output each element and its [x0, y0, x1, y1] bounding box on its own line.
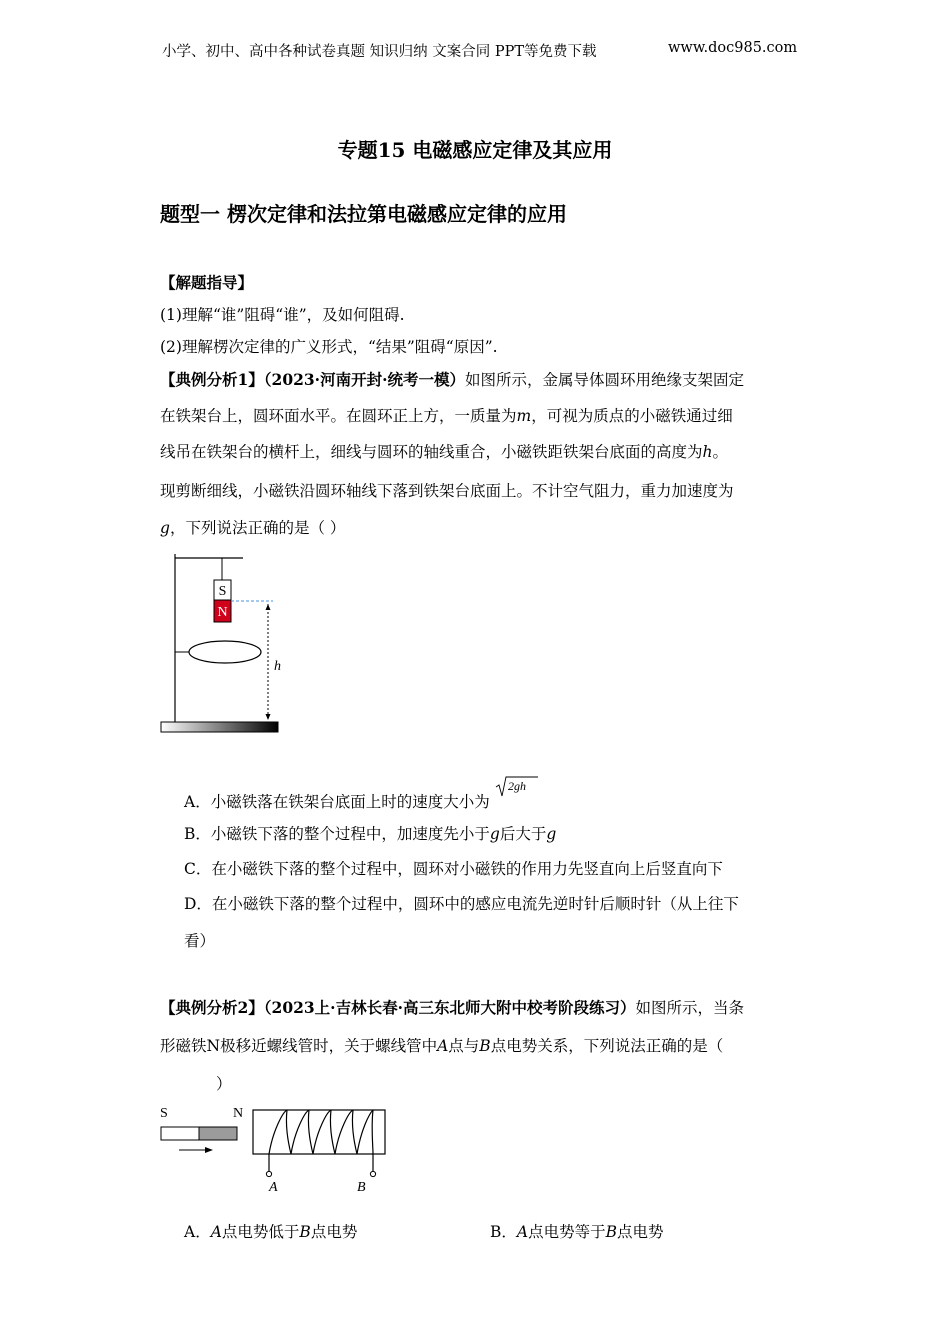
metal-ring [189, 641, 261, 663]
q2-source: （2023上·吉林长春·高三东北师大附中校考阶段练习） [263, 998, 636, 1017]
q1-text-3b: 。 [712, 443, 729, 461]
q2-option-b [490, 1220, 664, 1242]
q1-option-b-g2: g [546, 825, 557, 843]
bar-magnet-n-label: N [233, 1106, 244, 1121]
q2-option-b-var-b: B [605, 1223, 617, 1241]
q1-var-g: g [160, 519, 170, 537]
q1-figure [155, 548, 290, 738]
sqrt-expression: 2gh [507, 779, 526, 793]
arrow-up-icon [266, 604, 271, 610]
q1-text-5: ，下列说法正确的是（ ） [169, 519, 346, 537]
q1-option-b [184, 822, 556, 844]
q1-text-3: 线吊在铁架台的横杆上，细线与圆环的轴线重合，小磁铁距铁架台底面的高度为 [160, 443, 703, 461]
q2-text-2a: 形磁铁N极移近螺线管时，关于螺线管中 [160, 1037, 438, 1055]
q2-option-a [184, 1220, 357, 1242]
q1-text-2b: ，可视为质点的小磁铁通过细 [531, 407, 733, 425]
q1-option-b-text-2: 后大于 [499, 825, 547, 843]
q2-option-b-var-a: A [516, 1223, 529, 1241]
q1-option-a [184, 775, 539, 812]
q1-option-c: C．在小磁铁下落的整个过程中，圆环对小磁铁的作用力先竖直向上后竖直向下 [184, 860, 723, 878]
q1-label: 【典例分析1】 [160, 370, 264, 389]
terminal-b [370, 1171, 375, 1176]
header-site: www.doc985.com [668, 40, 798, 56]
q2-option-b-prefix: B． [490, 1223, 517, 1241]
magnet-n-label: N [217, 605, 228, 620]
q2-text-2b: 点与 [448, 1037, 480, 1055]
sqrt-icon [495, 775, 539, 799]
q2-option-b-post: 点电势 [617, 1223, 664, 1241]
magnet-s-label: S [218, 584, 227, 599]
bar-magnet-s-label: S [160, 1106, 168, 1121]
q2-var-a: A [437, 1037, 449, 1055]
q1-line-1 [160, 370, 744, 390]
arrow-right-icon [205, 1147, 213, 1153]
terminal-a-label: A [269, 1180, 278, 1195]
q1-source: （2023·河南开封·统考一模） [263, 370, 465, 389]
q1-option-d: D．在小磁铁下落的整个过程中，圆环中的感应电流先逆时针后顺时针（从上往下 [184, 895, 739, 913]
q2-text-2c: 点电势关系，下列说法正确的是（ [490, 1037, 724, 1055]
q2-var-b: B [479, 1037, 491, 1055]
q2-label: 【典例分析2】 [160, 998, 264, 1017]
q1-line-3 [160, 442, 728, 462]
bar-magnet-n [199, 1127, 237, 1140]
q2-option-b-mid: 点电势等于 [528, 1223, 606, 1241]
q2-option-a-post: 点电势 [310, 1223, 358, 1241]
q1-var-h: h [702, 443, 713, 461]
q1-line-2 [160, 406, 733, 426]
q2-option-a-var-a: A [210, 1223, 222, 1241]
q2-option-a-var-b: B [299, 1223, 311, 1241]
q1-line-5 [160, 518, 345, 538]
height-label: h [274, 659, 281, 674]
q2-line-2 [160, 1036, 723, 1056]
q2-figure [155, 1100, 395, 1195]
q1-option-b-text-1: B．小磁铁下落的整个过程中，加速度先小于 [184, 825, 490, 843]
q2-text-1: 如图所示，当条 [635, 999, 744, 1017]
q2-option-a-prefix: A． [184, 1223, 211, 1241]
q1-text-1: 如图所示，金属导体圆环用绝缘支架固定 [464, 371, 744, 389]
q1-line-4: 现剪断细线，小磁铁沿圆环轴线下落到铁架台底面上。不计空气阻力，重力加速度为 [160, 482, 734, 500]
arrow-down-icon [266, 714, 271, 720]
stand-base [161, 722, 278, 732]
guide-item-2: (2)理解楞次定律的广义形式，“结果”阻碍“原因”. [160, 338, 498, 356]
bar-magnet-s [161, 1127, 199, 1140]
q2-line-3: ） [216, 1075, 232, 1093]
q1-option-b-g1: g [489, 825, 500, 843]
page-title: 专题15 电磁感应定律及其应用 [337, 138, 613, 162]
q1-var-m: m [516, 407, 532, 425]
guide-heading: 【解题指导】 [160, 273, 254, 292]
q1-option-d-cont: 看） [184, 932, 216, 950]
terminal-a [266, 1171, 271, 1176]
q2-line-1 [160, 998, 744, 1018]
header-text: 小学、初中、高中各种试卷真题 知识归纳 文案合同 PPT等免费下载 [162, 44, 597, 60]
guide-item-1: (1)理解“谁”阻碍“谁”，及如何阻碍. [160, 306, 405, 324]
terminal-b-label: B [357, 1180, 366, 1195]
q2-option-a-mid: 点电势低于 [221, 1223, 300, 1241]
q1-option-a-text: A．小磁铁落在铁架台底面上时的速度大小为 [184, 793, 490, 811]
section-title: 题型一 楞次定律和法拉第电磁感应定律的应用 [160, 202, 567, 226]
q1-text-2: 在铁架台上，圆环面水平。在圆环正上方，一质量为 [160, 407, 517, 425]
